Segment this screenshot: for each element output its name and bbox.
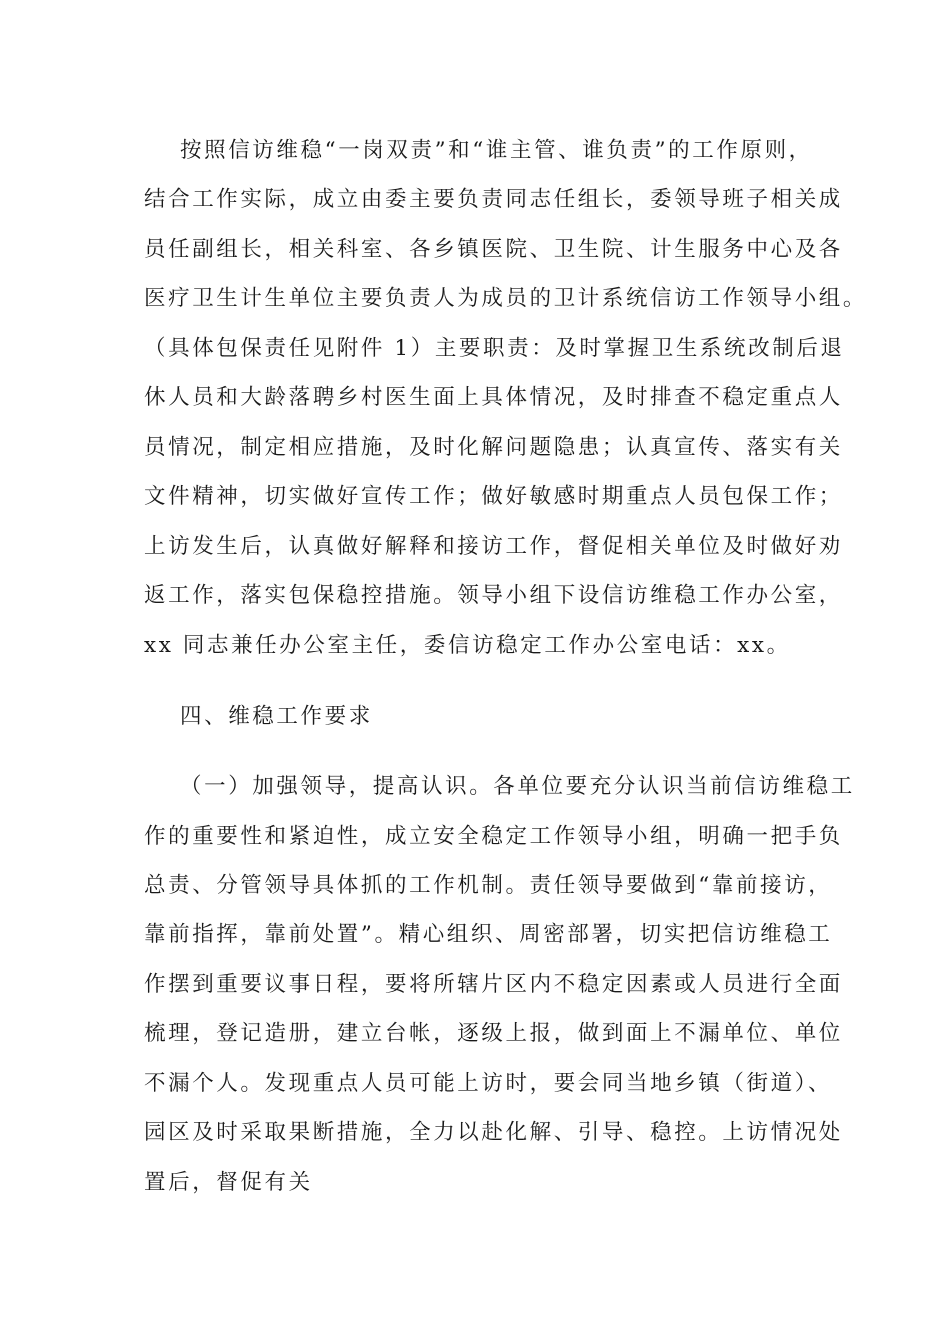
paragraph-1-line-11: xx 同志兼任办公室主任，委信访稳定工作办公室电话：xx。: [144, 633, 791, 658]
paragraph-1-line-10: 返工作，落实包保稳控措施。领导小组下设信访维稳工作办公室，: [144, 583, 843, 608]
paragraph-1-line-8: 文件精神，切实做好宣传工作；做好敏感时期重点人员包保工作；: [144, 484, 843, 509]
paragraph-1-line-1: 按照信访维稳“一岗双责”和“谁主管、谁负责”的工作原则，: [180, 138, 813, 163]
paragraph-1-line-2: 结合工作实际，成立由委主要负责同志任组长，委领导班子相关成: [144, 187, 843, 212]
paragraph-1-line-5: （具体包保责任见附件 1）主要职责：及时掌握卫生系统改制后退: [144, 336, 845, 361]
paragraph-2-line-3: 总责、分管领导具体抓的工作机制。责任领导要做到“靠前接访，: [144, 873, 833, 898]
paragraph-1-line-4: 医疗卫生计生单位主要负责人为成员的卫计系统信访工作领导小组。: [144, 286, 868, 311]
paragraph-1-line-6: 休人员和大龄落聘乡村医生面上具体情况，及时排查不稳定重点人: [144, 385, 843, 410]
paragraph-2-line-5: 作摆到重要议事日程，要将所辖片区内不稳定因素或人员进行全面: [144, 972, 843, 997]
paragraph-1-line-3: 员任副组长，相关科室、各乡镇医院、卫生院、计生服务中心及各: [144, 237, 843, 262]
paragraph-2-line-7: 不漏个人。发现重点人员可能上访时，要会同当地乡镇（街道）、: [144, 1071, 833, 1096]
paragraph-2-line-4: 靠前指挥，靠前处置”。精心组织、周密部署，切实把信访维稳工: [144, 922, 833, 947]
paragraph-2-line-6: 梳理，登记造册，建立台帐，逐级上报，做到面上不漏单位、单位: [144, 1021, 843, 1046]
paragraph-2-line-9: 置后，督促有关: [144, 1170, 313, 1195]
section-heading: 四、维稳工作要求: [180, 704, 373, 729]
paragraph-1-line-9: 上访发生后，认真做好解释和接访工作，督促相关单位及时做好劝: [144, 534, 843, 559]
paragraph-1-line-7: 员情况，制定相应措施，及时化解问题隐患；认真宣传、落实有关: [144, 435, 843, 460]
paragraph-2-line-8: 园区及时采取果断措施，全力以赴化解、引导、稳控。上访情况处: [144, 1120, 843, 1145]
paragraph-2-line-1: （一）加强领导，提高认识。各单位要充分认识当前信访维稳工: [180, 774, 855, 799]
paragraph-2-line-2: 作的重要性和紧迫性，成立安全稳定工作领导小组，明确一把手负: [144, 824, 843, 849]
